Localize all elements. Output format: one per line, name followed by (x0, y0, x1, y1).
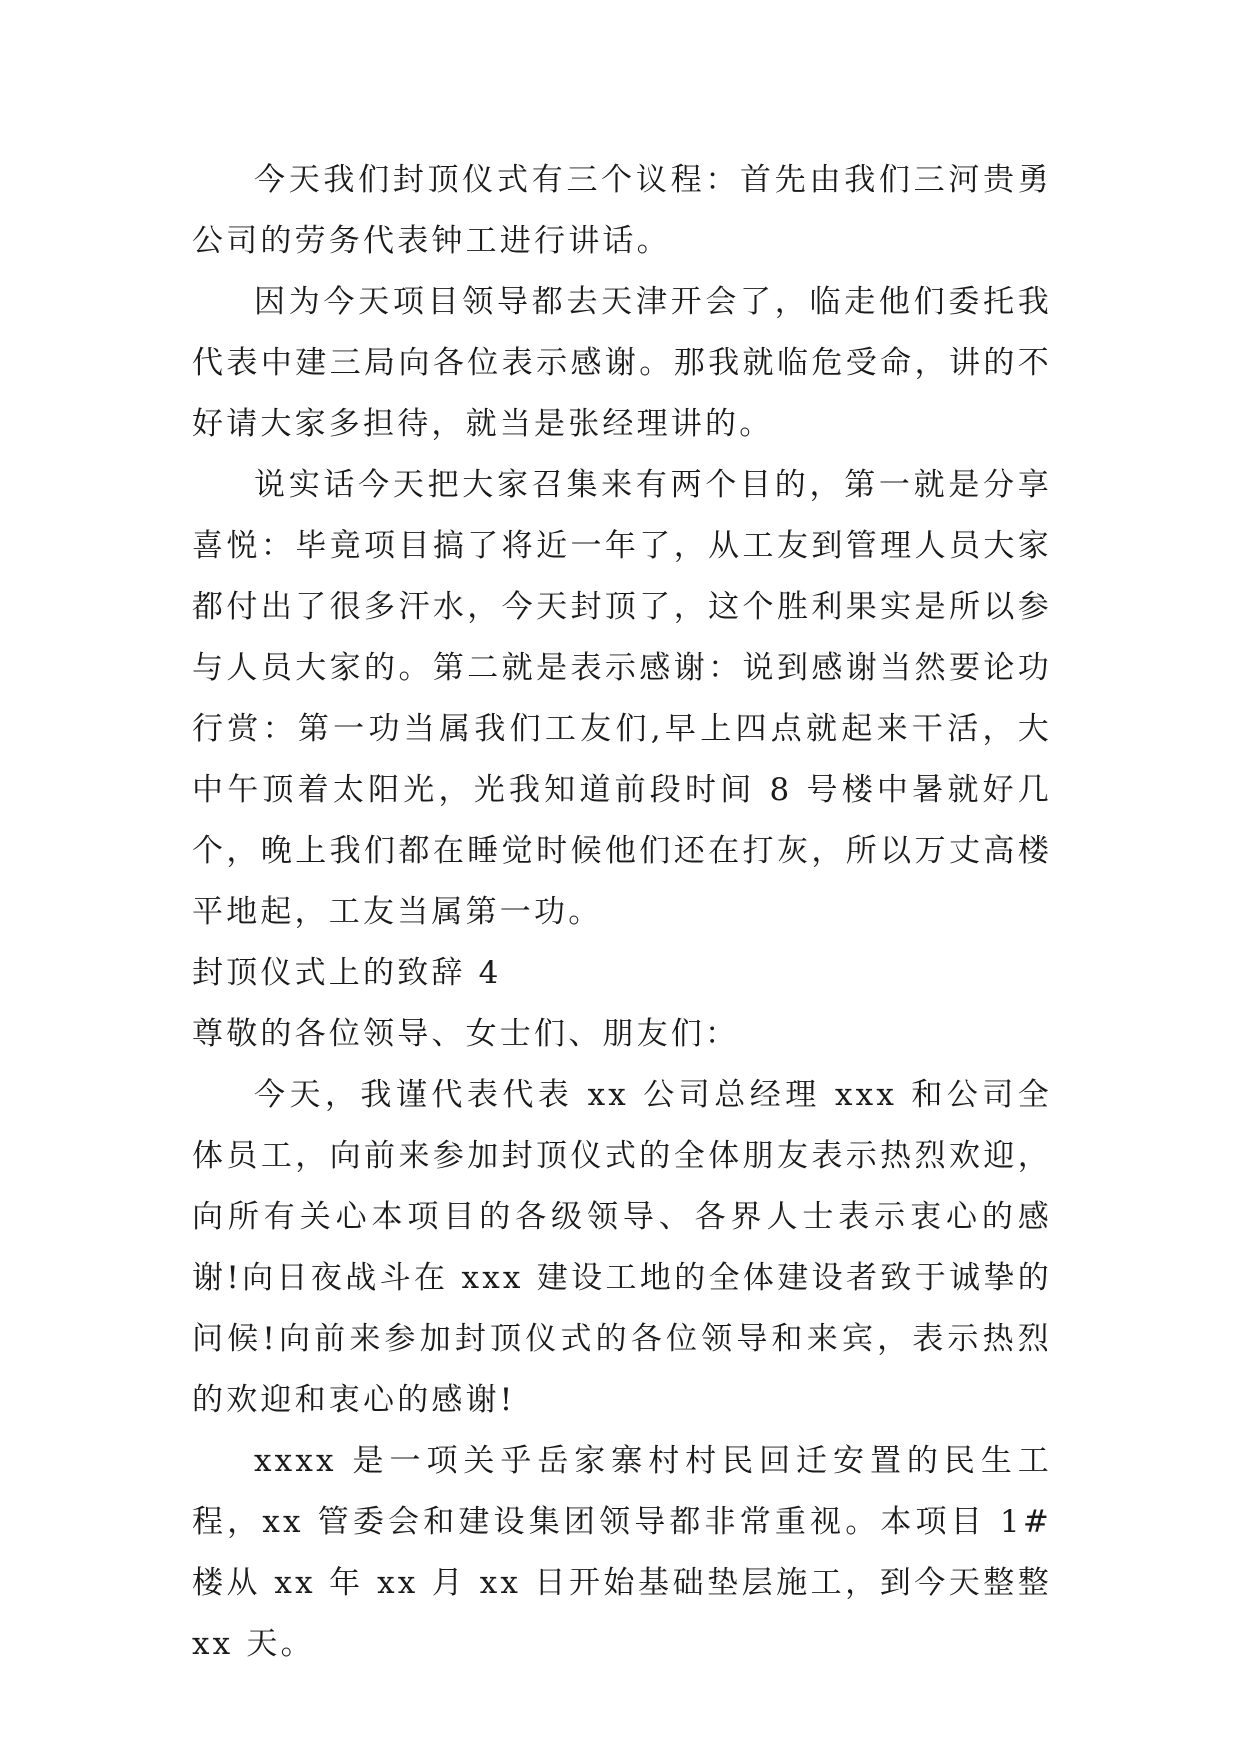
salutation: 尊敬的各位领导、女士们、朋友们： (192, 1016, 740, 1052)
purpose-paragraph: 说实话今天把大家召集来有两个目的，第一就是分享喜悦：毕竟项目搞了将近一年了，从工友到管理人员大家都付出了很多汗水，今天封顶了，这个胜利果实是所以参与人员大家的。第二就是表示感谢：说到感谢当然要论功行赏：第一功当属我们工友们,早上四点就起来干活，大中午顶着太阳光，光我知道前段时间 8 号楼中暑就好几个，晚上我们都在睡觉时候他们还在打灰，所以万丈高楼平地起，工友当属第一功。 (192, 467, 1052, 930)
project-paragraph: xxxx 是一项关乎岳家寨村村民回迁安置的民生工程，xx 管委会和建设集团领导都非常重视。本项目 1#楼从 xx 年 xx 月 xx 日开始基础垫层施工，到今天整整 xx 天。 (192, 1443, 1052, 1662)
welcome-paragraph: 今天，我谨代表代表 xx 公司总经理 xxx 和公司全体员工，向前来参加封顶仪式的全体朋友表示热烈欢迎，向所有关心本项目的各级领导、各界人士表示衷心的感谢!向日夜战斗在 xxx 建设工地的全体建设者致于诚挚的问候!向前来参加封顶仪式的各位领导和来宾，表示热烈的欢迎和衷心的感谢! (192, 1077, 1052, 1418)
agenda-paragraph: 今天我们封顶仪式有三个议程：首先由我们三河贵勇公司的劳务代表钟工进行讲话。 (192, 162, 1052, 259)
section-title: 封顶仪式上的致辞 4 (192, 955, 502, 991)
thanks-paragraph: 因为今天项目领导都去天津开会了，临走他们委托我代表中建三局向各位表示感谢。那我就临危受命，讲的不好请大家多担待，就当是张经理讲的。 (192, 284, 1052, 442)
document-page (192, 150, 1052, 1675)
